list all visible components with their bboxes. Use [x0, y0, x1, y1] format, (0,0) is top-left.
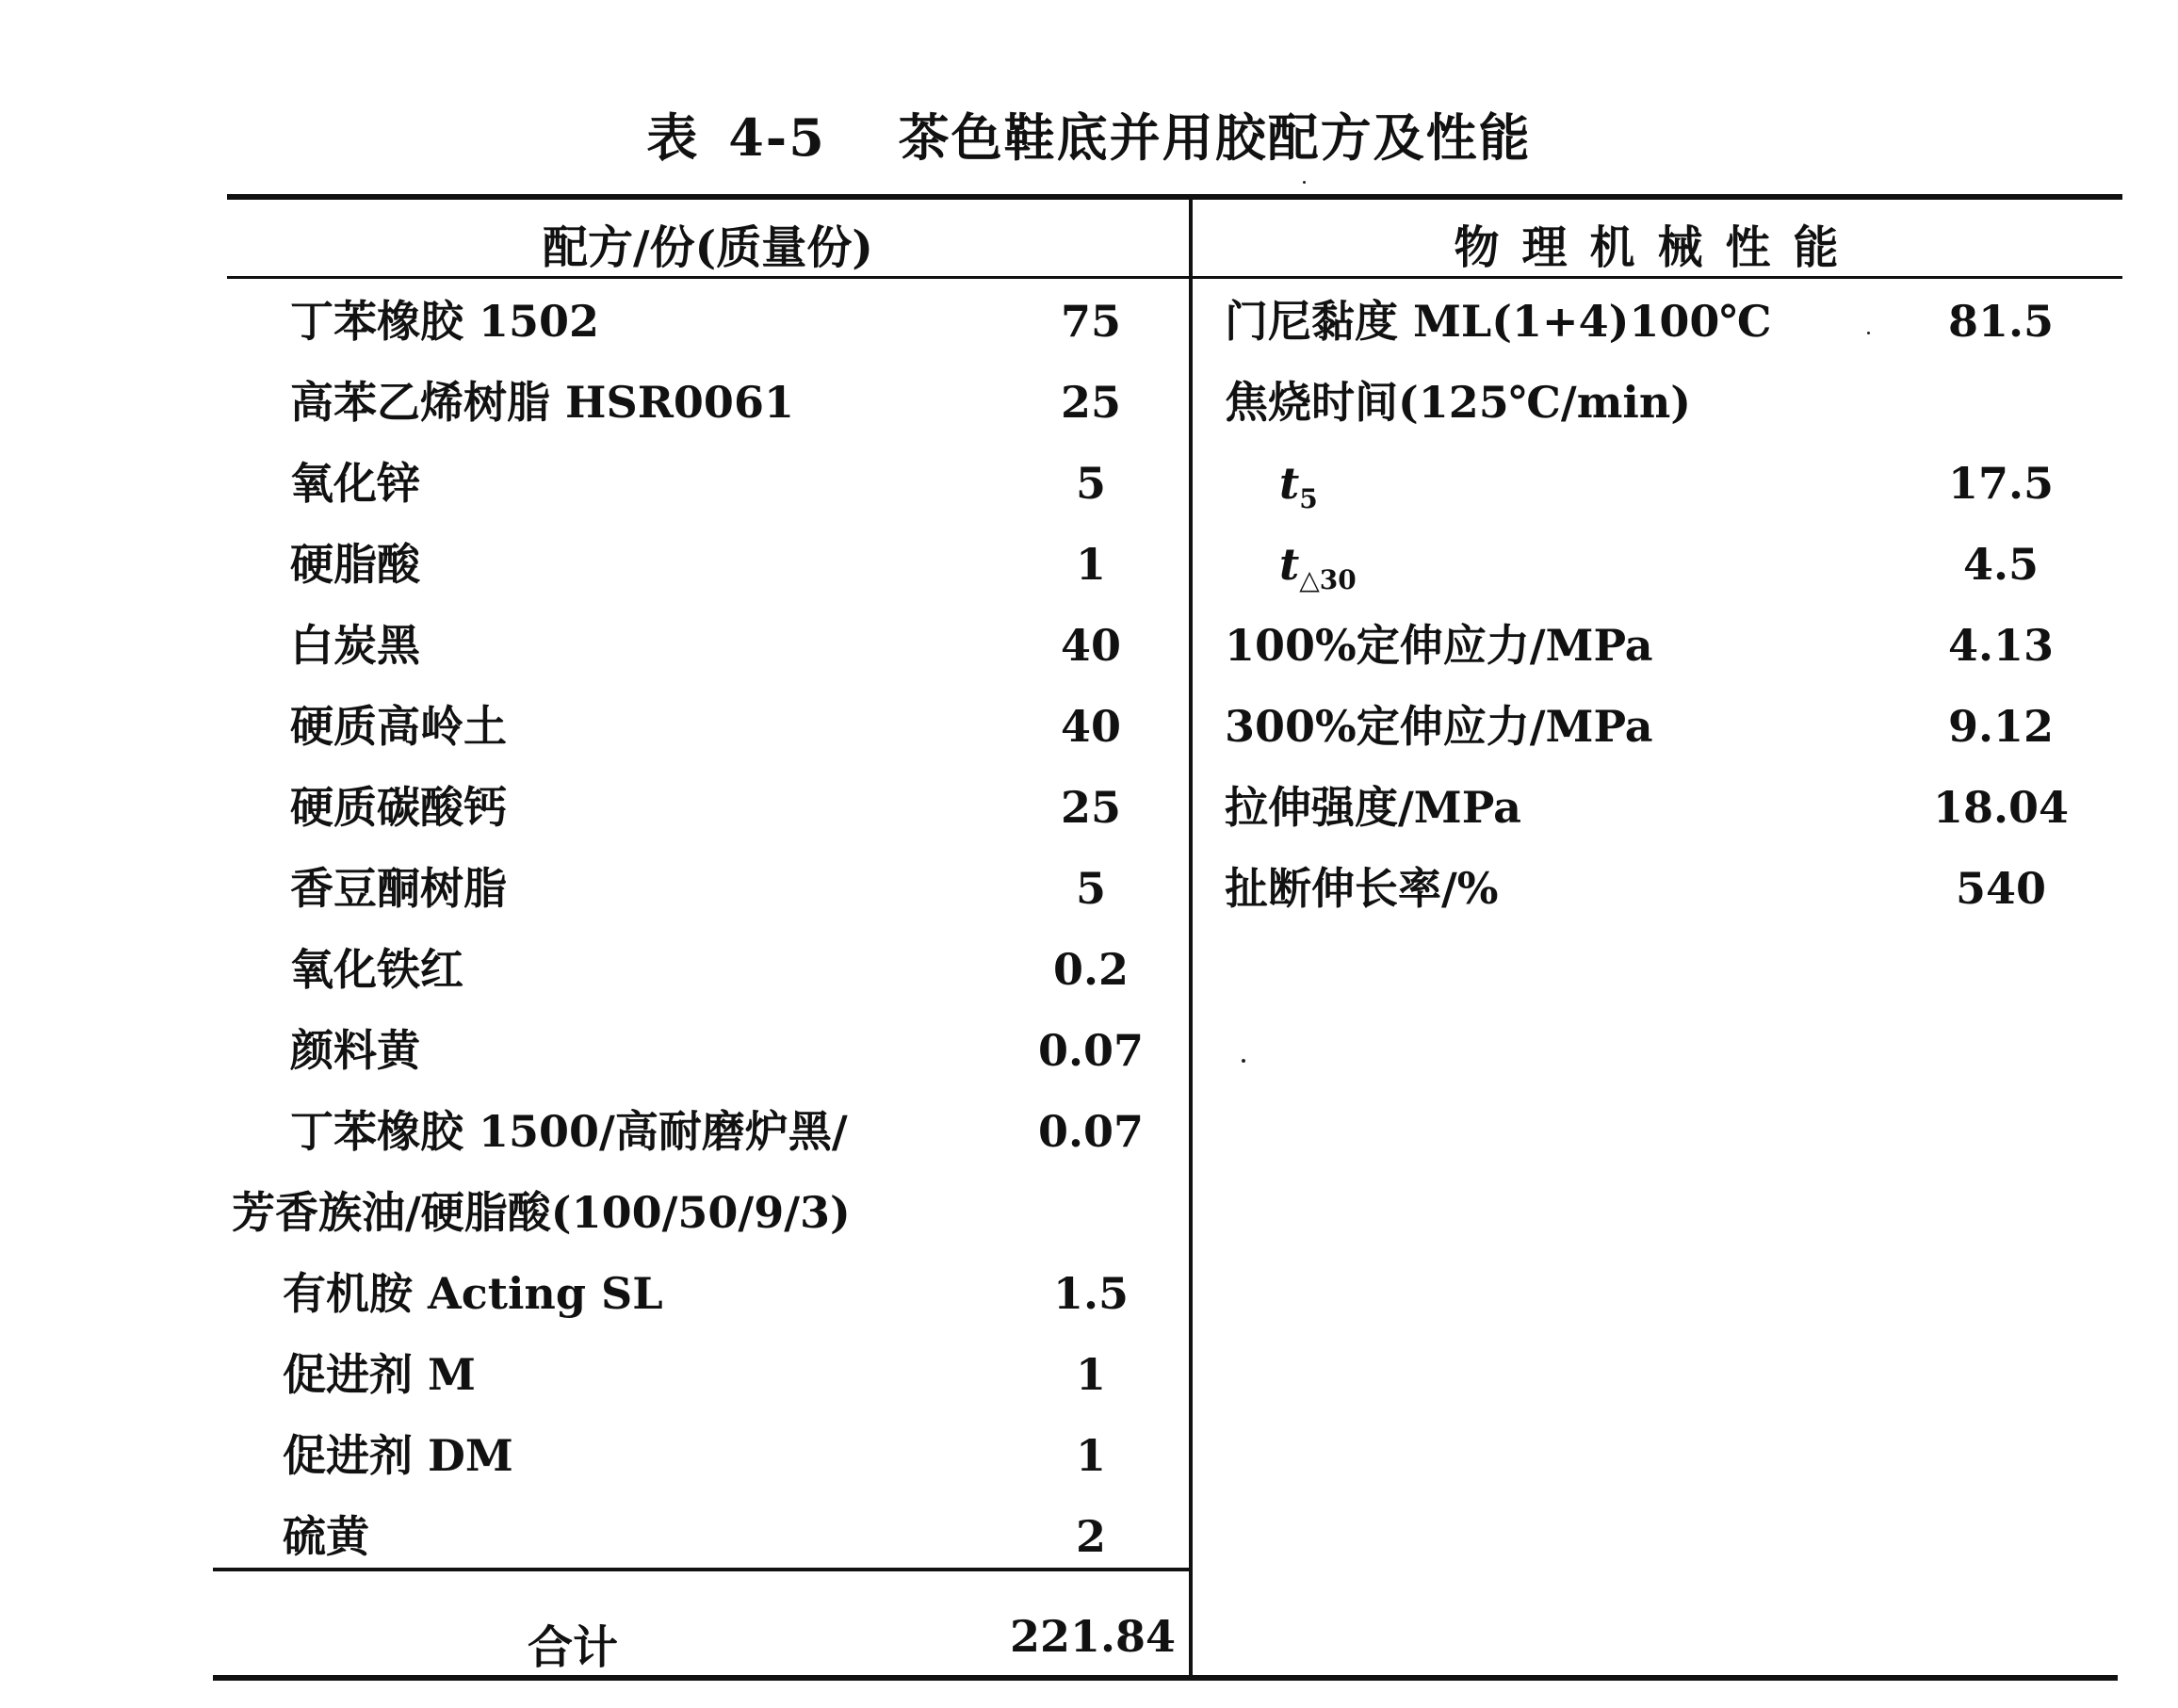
property-t5-name — [1279, 458, 1318, 514]
formula-row-name: 硬质高岭土 — [290, 701, 507, 752]
scan-speck — [1867, 332, 1870, 334]
property-elongation-value: 540 — [1955, 863, 2047, 914]
property-mooney-name: 门尼黏度 ML(1+4)100℃ — [1225, 296, 1772, 347]
scan-speck — [1242, 1059, 1245, 1063]
formula-row-value: 5 — [1075, 458, 1106, 509]
formula-row-name: 硬脂酸 — [290, 539, 420, 590]
table-title-prefix: 表 — [646, 107, 700, 168]
property-tensile-value: 18.04 — [1932, 782, 2070, 833]
property-stress100-name: 100%定伸应力/MPa — [1225, 620, 1653, 671]
t30-subscript: △30 — [1299, 564, 1357, 595]
property-tensile-name: 拉伸强度/MPa — [1225, 782, 1521, 833]
formula-row-name: 硬质碳酸钙 — [290, 782, 507, 833]
formula-row-value: 75 — [1060, 296, 1121, 347]
property-scorch-name: 焦烧时间(125℃/min) — [1225, 377, 1692, 428]
formula-row-value: 25 — [1060, 377, 1121, 428]
table-top-rule — [227, 194, 2122, 200]
total-value: 221.84 — [1009, 1611, 1177, 1662]
t5-symbol: t — [1279, 458, 1300, 509]
property-t30-name — [1279, 539, 1357, 595]
formula-row-value: 0.07 — [1037, 1025, 1145, 1076]
formula-row-value: 5 — [1075, 863, 1106, 914]
t5-subscript: 5 — [1299, 483, 1318, 514]
header-rule — [227, 276, 2122, 279]
formula-row-name: 促进剂 M — [283, 1349, 476, 1400]
formula-row-name: 氧化锌 — [290, 458, 420, 509]
property-elongation-name: 扯断伸长率/% — [1225, 863, 1499, 914]
formula-row-value: 0.2 — [1052, 944, 1130, 995]
formula-row-name: 高苯乙烯树脂 HSR0061 — [290, 377, 794, 428]
formula-row-value: 1 — [1075, 1349, 1106, 1400]
formula-row-value: 0.07 — [1037, 1106, 1145, 1157]
total-rule — [213, 1568, 1191, 1571]
formula-row-name: 有机胺 Acting SL — [283, 1268, 663, 1319]
formula-header: 配方/份(质量份) — [543, 221, 873, 274]
formula-row-name: 促进剂 DM — [283, 1430, 513, 1481]
formula-row-value: 25 — [1060, 782, 1121, 833]
formula-row-name: 氧化铁红 — [290, 944, 463, 995]
property-t30-value: 4.5 — [1962, 539, 2040, 590]
property-stress300-value: 9.12 — [1947, 701, 2055, 752]
formula-row-value: 40 — [1060, 620, 1121, 671]
formula-row-name: 丁苯橡胶 1500/高耐磨炉黑/ — [290, 1106, 848, 1157]
formula-row-name: 白炭黑 — [290, 620, 420, 671]
property-stress300-name: 300%定伸应力/MPa — [1225, 701, 1653, 752]
formula-row-value: 1.5 — [1052, 1268, 1130, 1319]
formula-row-name: 硫黄 — [283, 1511, 369, 1562]
property-mooney-value: 81.5 — [1947, 296, 2055, 347]
formula-row-name: 香豆酮树脂 — [290, 863, 507, 914]
formula-row-name-continued: 芳香族油/硬脂酸(100/50/9/3) — [232, 1187, 851, 1238]
table-number: 4-5 — [728, 107, 826, 168]
formula-row-value: 1 — [1075, 1430, 1106, 1481]
table-title — [0, 98, 2178, 171]
t30-symbol: t — [1279, 539, 1300, 590]
property-t5-value: 17.5 — [1947, 458, 2055, 509]
properties-header: 物理机械性能 — [1454, 221, 1861, 274]
total-label: 合计 — [528, 1621, 619, 1674]
column-divider — [1189, 200, 1193, 1675]
formula-row-value: 1 — [1075, 539, 1106, 590]
formula-row-name: 丁苯橡胶 1502 — [290, 296, 600, 347]
table-title-text: 茶色鞋底并用胶配方及性能 — [898, 107, 1532, 168]
formula-row-name: 颜料黄 — [290, 1025, 420, 1076]
table-bottom-rule — [213, 1675, 2118, 1681]
property-stress100-value: 4.13 — [1947, 620, 2055, 671]
formula-row-value: 2 — [1075, 1511, 1106, 1562]
formula-row-value: 40 — [1060, 701, 1121, 752]
scan-speck — [1303, 181, 1306, 184]
